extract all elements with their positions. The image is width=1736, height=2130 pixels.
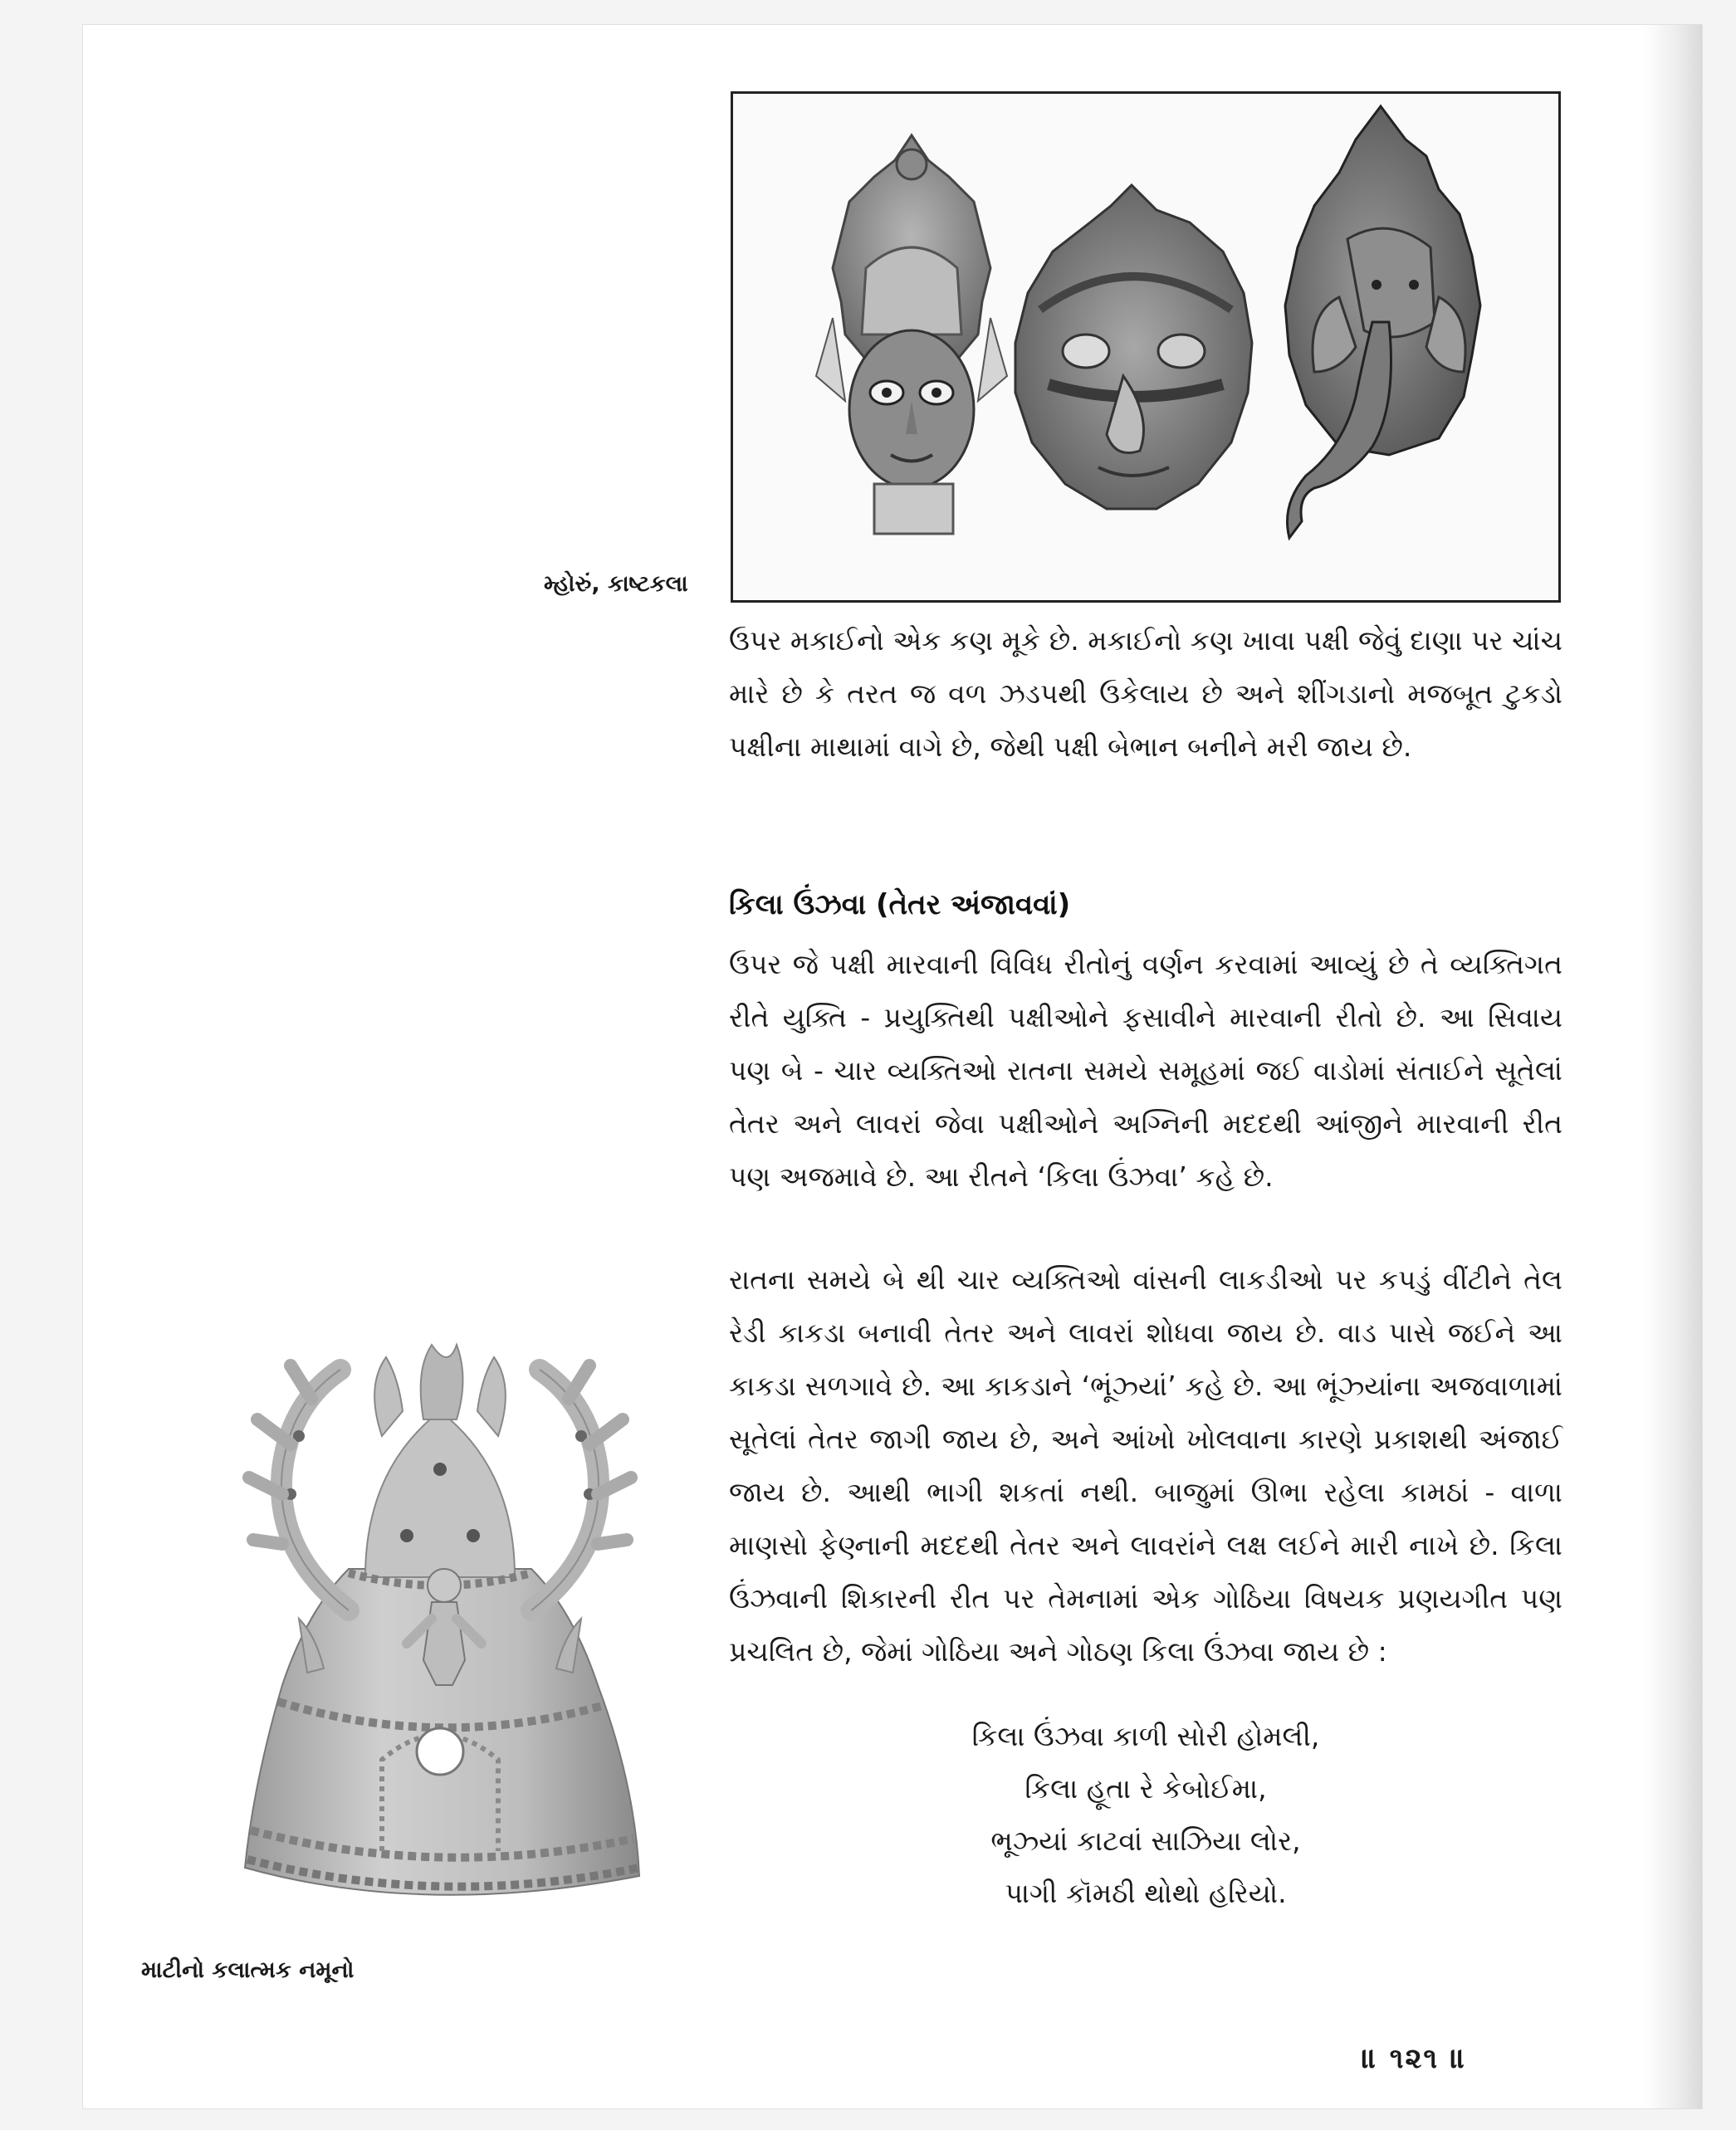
goddess-mask: [816, 135, 1007, 534]
round-face-mask: [1015, 185, 1252, 509]
section-heading: કિલા ઉંઝવા (તેતર અંજાવવાં): [729, 888, 1071, 921]
clay-pot-photo: [174, 1220, 706, 1937]
page-edge-shadow: [1644, 25, 1702, 2108]
masks-photo: [731, 91, 1561, 603]
paragraph-2-text: ઉપર જે પક્ષી મારવાની વિવિધ રીતોનું વર્ણન કરવામાં આવ્યું છે તે વ્યક્તિગત રીતે યુક્તિ - પ્રયુક્તિથી પક્ષીઓને ફસાવીને મારવાની રીતો છે. આ સિવાય પણ બે - ચાર વ્યક્તિઓ રાતના સમયે સમૂહમાં જઈ વાડોમાં સંતાઈને સૂતેલાં તેતર અને લાવરાં જેવા પક્ષીઓને અગ્નિની મદદથી આંજીને મારવાની રીત પણ અજમાવે છે. આ રીતને ‘કિલા ઉંઝવા’ કહે છે.: [729, 948, 1562, 1193]
poem-line: કિલા હૂતા રે કેબોઈમા,: [1024, 1772, 1267, 1805]
paragraph-1: [729, 614, 1562, 774]
paragraph-2: [729, 938, 1562, 1204]
clay-pot-illustration: [174, 1220, 706, 1934]
paragraph-3-text: રાતના સમયે બે થી ચાર વ્યક્તિઓ વાંસની લાકડીઓ પર કપડું વીંટીને તેલ રેડી કાકડા બનાવી તેતર અને લાવરાં શોધવા જાય છે. વાડ પાસે જઈને આ કાકડા સળગાવે છે. આ કાકડાને ‘ભૂંઝ્યાં’ કહે છે. આ ભૂંઝ્યાંના અજવાળામાં સૂતેલાં તેતર જાગી જાય છે, અને આંખો ખોલવાના કારણે પ્રકાશથી અંજાઈ જાય છે. આથી ભાગી શકતાં નથી. બાજુમાં ઊભા રહેલા કામઠાં - વાળા માણસો ફેણ્નાની મદદથી તેતર અને લાવરાંને લક્ષ લઈને મારી નાખે છે. કિલા ઉંઝવાની શિકારની રીત પર તેમનામાં એક ગોઠિયા વિષયક પ્રણયગીત પણ પ્રચલિત છે, જેમાં ગોઠિયા અને ગોઠણ કિલા ઉંઝવા જાય છે :: [729, 1263, 1562, 1668]
elephant-mask: [1285, 106, 1480, 538]
page-number: ॥ ૧૨૧ ॥: [1362, 2042, 1467, 2075]
poem-line: પાગી કૉમઠી થોથો હરિયો.: [1005, 1877, 1287, 1909]
masks-caption: મ્હોરું, કાષ્ટકલા: [544, 571, 688, 597]
poem-line: ભૂઝ્યાં કાટવાં સાઝિયા લોર,: [990, 1825, 1301, 1857]
pot-caption: માટીનો કલાત્મક નમૂનો: [141, 1957, 355, 1983]
book-page: [83, 25, 1702, 2108]
wooden-masks-illustration: [733, 94, 1558, 600]
poem-line: કિલા ઉંઝવા કાળી સોરી હોમલી,: [971, 1720, 1320, 1752]
poem-block: [729, 1710, 1562, 1919]
paragraph-3: [729, 1253, 1562, 1678]
paragraph-1-text: ઉપર મકાઈનો એક કણ મૂકે છે. મકાઈનો કણ ખાવા પક્ષી જેવું દાણા પર ચાંચ મારે છે કે તરત જ વળ ઝડપથી ઉકેલાય છે અને શીંગડાનો મજબૂત ટુકડો પક્ષીના માથામાં વાગે છે, જેથી પક્ષી બેભાન બનીને મરી જાય છે.: [729, 624, 1562, 763]
